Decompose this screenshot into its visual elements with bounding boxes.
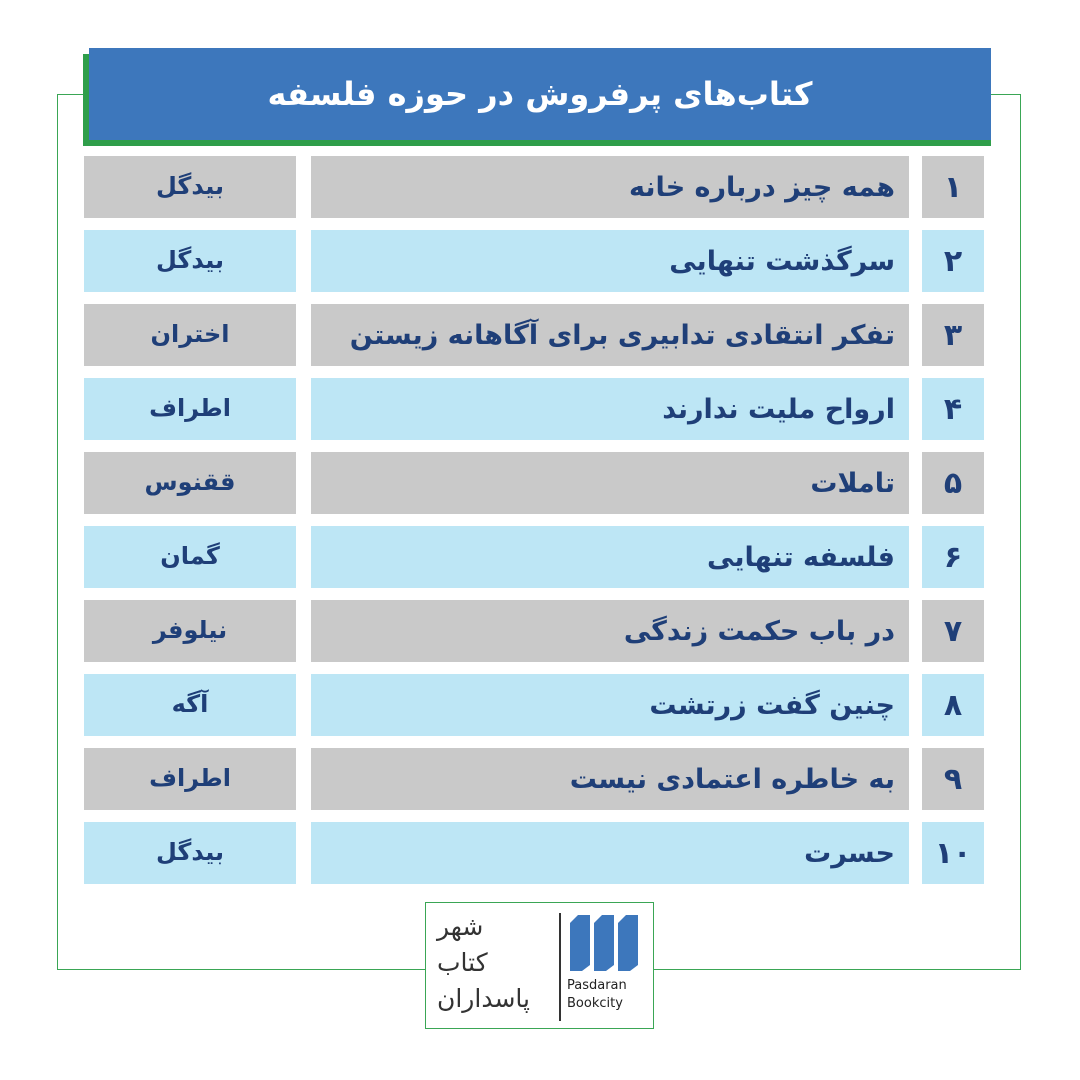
- bookcity-logo: [425, 902, 654, 1029]
- rank-cell: ۵: [922, 452, 984, 514]
- table-row: [84, 526, 984, 588]
- book-title-cell: حسرت: [311, 822, 909, 884]
- table-row: [84, 156, 984, 218]
- publisher-cell: آگه: [84, 674, 296, 736]
- publisher-cell: نیلوفر: [84, 600, 296, 662]
- book-title-cell: ارواح ملیت ندارند: [311, 378, 909, 440]
- table-row: [84, 674, 984, 736]
- table-row: [84, 378, 984, 440]
- rank-cell: ۶: [922, 526, 984, 588]
- book-pages-icon: [568, 913, 640, 971]
- publisher-cell: بیدگل: [84, 822, 296, 884]
- logo-fa-line-1: شهر: [437, 912, 484, 941]
- publisher-cell: بیدگل: [84, 156, 296, 218]
- book-title-cell: سرگذشت تنهایی: [311, 230, 909, 292]
- rank-cell: ۹: [922, 748, 984, 810]
- publisher-cell: بیدگل: [84, 230, 296, 292]
- book-title-cell: چنین گفت زرتشت: [311, 674, 909, 736]
- book-title-cell: تاملات: [311, 452, 909, 514]
- logo-en-line-2: Bookcity: [567, 996, 623, 1011]
- publisher-cell: اختران: [84, 304, 296, 366]
- logo-divider: [559, 913, 561, 1021]
- rank-cell: ۸: [922, 674, 984, 736]
- page-title: کتاب‌های پرفروش در حوزه فلسفه: [267, 75, 813, 113]
- logo-fa-line-2: کتاب: [437, 948, 488, 977]
- book-title-cell: به خاطره اعتمادی نیست: [311, 748, 909, 810]
- rank-cell: ۷: [922, 600, 984, 662]
- rank-cell: ۴: [922, 378, 984, 440]
- table-row: [84, 230, 984, 292]
- publisher-cell: اطراف: [84, 378, 296, 440]
- logo-fa-line-3: پاسداران: [437, 984, 530, 1013]
- table-row: [84, 452, 984, 514]
- rank-cell: ۱۰: [922, 822, 984, 884]
- rank-cell: ۳: [922, 304, 984, 366]
- rank-cell: ۱: [922, 156, 984, 218]
- table-row: [84, 748, 984, 810]
- book-title-cell: همه چیز درباره خانه: [311, 156, 909, 218]
- logo-en-line-1: Pasdaran: [567, 978, 627, 993]
- book-title-cell: تفکر انتقادی تدابیری برای آگاهانه زیستن: [311, 304, 909, 366]
- logo-persian-text: [437, 909, 557, 1017]
- publisher-cell: اطراف: [84, 748, 296, 810]
- logo-english-text: [567, 977, 649, 1013]
- book-title-cell: در باب حکمت زندگی: [311, 600, 909, 662]
- publisher-cell: گمان: [84, 526, 296, 588]
- rank-cell: ۲: [922, 230, 984, 292]
- book-title-cell: فلسفه تنهایی: [311, 526, 909, 588]
- table-row: [84, 304, 984, 366]
- table-row: [84, 600, 984, 662]
- publisher-cell: ققنوس: [84, 452, 296, 514]
- table-row: [84, 822, 984, 884]
